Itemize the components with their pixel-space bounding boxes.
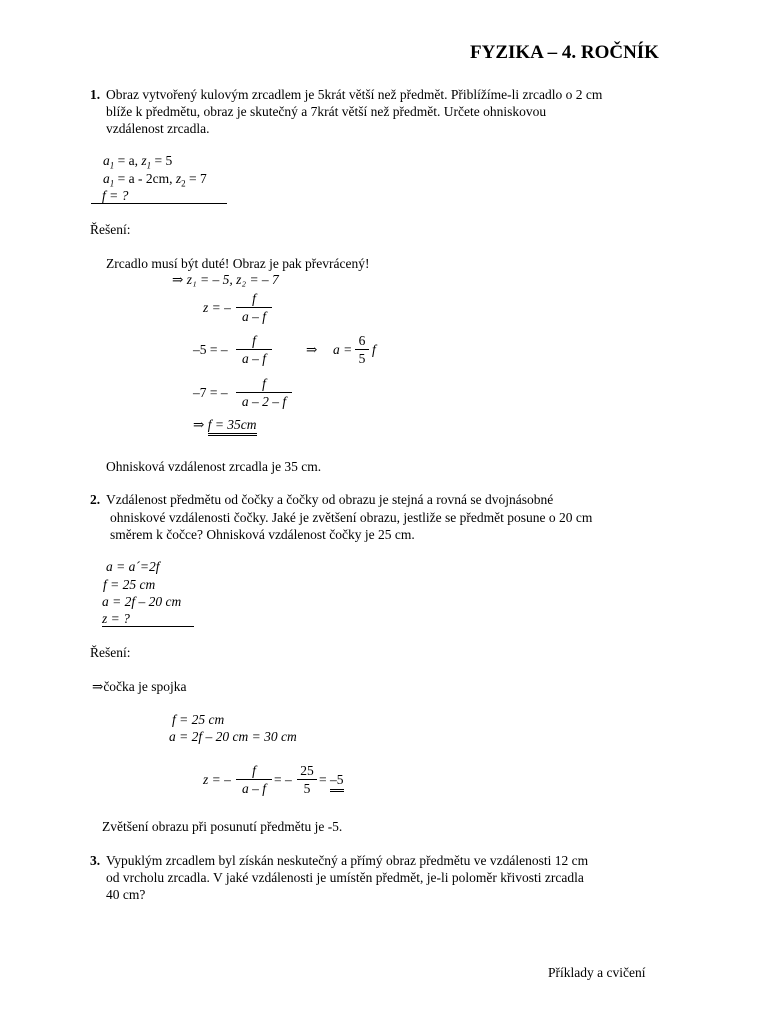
problem-2-solution-intro: ⇒čočka je spojka <box>92 679 187 694</box>
problem-3-text-line-3: 40 cm? <box>106 887 146 902</box>
eq2-result-fraction: 6 5 <box>355 332 369 367</box>
page-footer: Příklady a cvičení <box>548 965 646 980</box>
problem-3-text-line-2: od vrcholu zrcadla. V jaké vzdálenosti je umístěn předmět, je-li poloměr křivosti zrcadla <box>106 870 584 885</box>
problem-1-number: 1. <box>90 87 101 102</box>
eq2-fraction: f a – f <box>236 332 272 367</box>
problem-2-eq-equals: = <box>319 772 327 787</box>
page-title: FYZIKA – 4. ROČNÍK <box>470 42 659 63</box>
problem-2-solution-2: a = 2f – 20 cm = 30 cm <box>169 729 297 744</box>
problem-1-result: ⇒ f = 35cm <box>193 416 257 433</box>
problem-1-text-line-1: Obraz vytvořený kulovým zrcadlem je 5krát větší než předmět. Přiblížíme-li zrcadlo o 2 cm <box>106 87 603 102</box>
problem-1-given-1: $a_1 = a$, $z_1 = 5$ <box>103 153 173 171</box>
problem-2-eq-result: –5 <box>330 771 344 792</box>
implies-icon: ⇒ <box>92 679 104 694</box>
problem-2-number: 2. <box>90 492 101 507</box>
problem-2-solution-label: Řešení: <box>90 645 131 660</box>
problem-2-given-1: a = a´=2f <box>106 559 160 574</box>
implies-icon: ⇒ <box>193 417 205 432</box>
problem-2-text-line-2: ohniskové vzdálenosti čočky. Jaké je zvětšení obrazu, jestliže se předmět posune o 20 cm <box>110 510 593 525</box>
eq1-lhs: z = – <box>203 300 231 315</box>
eq2-lhs: –5 = – <box>193 342 228 357</box>
given-underline <box>102 626 194 627</box>
problem-1-solution-intro: Zrcadlo musí být duté! Obraz je pak převrácený! <box>106 256 370 271</box>
given-underline <box>91 203 227 204</box>
problem-1-given-unknown: f = ? <box>102 188 129 203</box>
problem-2-given-2: f = 25 cm <box>103 577 156 592</box>
eq1-fraction: f a – f <box>236 290 272 325</box>
problem-2-text-line-1: Vzdálenost předmětu od čočky a čočky od obrazu je stejná a rovná se dvojnásobné <box>106 492 554 507</box>
implies-icon: ⇒ <box>306 342 318 357</box>
problem-2-eq-mid: = – <box>274 772 292 787</box>
eq2-result-lhs: a = <box>333 342 353 357</box>
problem-1-text-line-2: blíže k předmětu, obraz je skutečný a 7krát větší než předmět. Určete ohniskovou <box>106 104 547 119</box>
problem-2-given-unknown: z = ? <box>102 611 130 626</box>
problem-2-eq-fraction-2: 25 5 <box>297 762 317 797</box>
eq3-lhs: –7 = – <box>193 385 228 400</box>
problem-1-answer: Ohnisková vzdálenost zrcadla je 35 cm. <box>106 459 322 474</box>
problem-2-solution-1: f = 25 cm <box>172 712 225 727</box>
problem-2-eq-fraction-1: f a – f <box>236 762 272 797</box>
problem-2-answer: Zvětšení obrazu při posunutí předmětu je -5. <box>102 819 343 834</box>
problem-1-given-2: $a_1 = a - 2cm$, $z_2 = 7$ <box>103 171 207 189</box>
problem-2-eq-lhs: z = – <box>203 772 231 787</box>
problem-3-text-line-1: Vypuklým zrcadlem byl získán neskutečný a přímý obraz předmětu ve vzdálenosti 12 cm <box>106 853 589 868</box>
problem-1-solution-label: Řešení: <box>90 222 131 237</box>
implies-icon: ⇒ <box>172 272 184 287</box>
problem-2-given-3: a = 2f – 20 cm <box>102 594 182 609</box>
problem-1-z-values: ⇒ z₁ = – 5, z₂ = – 7 <box>172 272 279 287</box>
eq3-fraction: f a – 2 – f <box>236 375 292 410</box>
eq2-result-rhs: f <box>372 342 376 357</box>
problem-3-number: 3. <box>90 853 101 868</box>
problem-1-text-line-3: vzdálenost zrcadla. <box>106 121 210 136</box>
problem-2-text-line-3: směrem k čočce? Ohnisková vzdálenost čočky je 25 cm. <box>110 527 415 542</box>
